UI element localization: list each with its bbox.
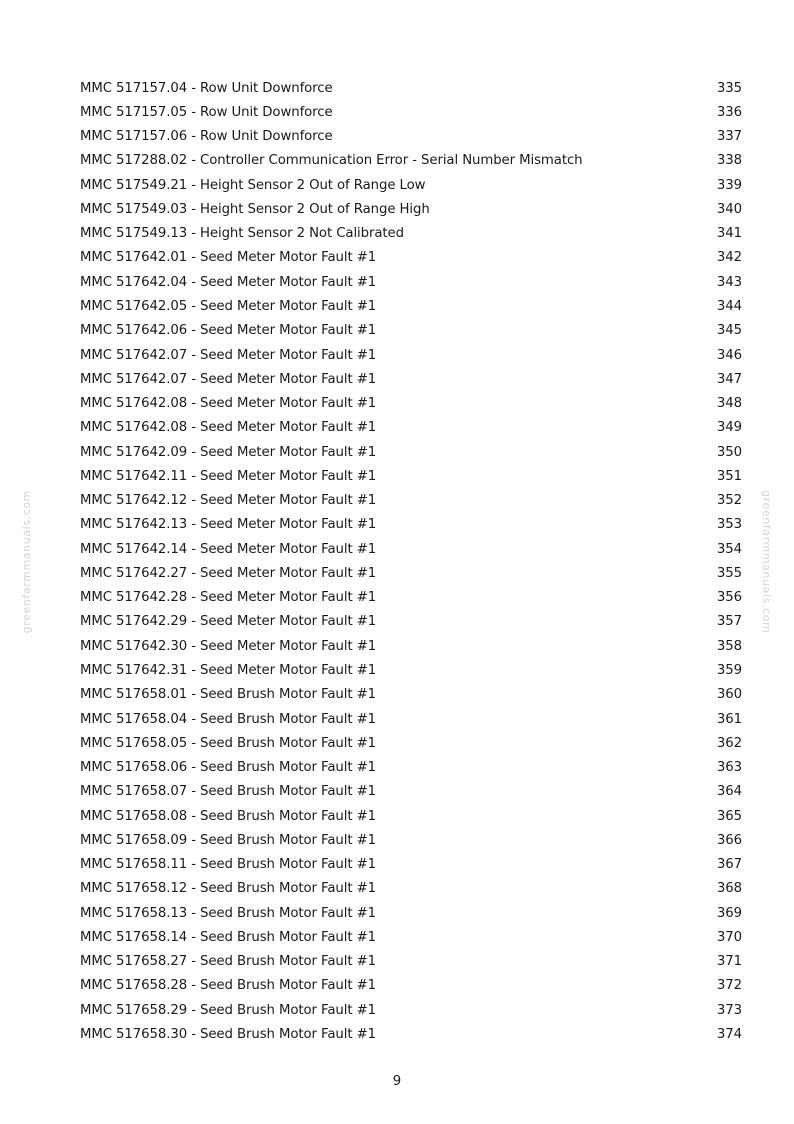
- toc-entry[interactable]: [80, 683, 742, 707]
- toc-entry-title: MMC 517157.06 - Row Unit Downforce: [80, 129, 333, 145]
- toc-entry-page: 371: [716, 954, 742, 970]
- toc-entry[interactable]: [80, 998, 742, 1022]
- toc-entry-title: MMC 517658.09 - Seed Brush Motor Fault #1: [80, 832, 376, 848]
- toc-entry[interactable]: [80, 901, 742, 925]
- toc-entry-title: MMC 517157.05 - Row Unit Downforce: [80, 104, 333, 120]
- toc-entry[interactable]: [80, 149, 742, 173]
- toc-entry-title: MMC 517658.07 - Seed Brush Motor Fault #1: [80, 784, 376, 800]
- toc-entry-page: 350: [716, 444, 742, 460]
- toc-entry-title: MMC 517642.27 - Seed Meter Motor Fault #1: [80, 565, 377, 581]
- toc-entry-title: MMC 517642.06 - Seed Meter Motor Fault #1: [80, 323, 377, 339]
- toc-entry-title: MMC 517642.08 - Seed Meter Motor Fault #1: [80, 420, 377, 436]
- toc-entry-title: MMC 517658.11 - Seed Brush Motor Fault #1: [80, 857, 376, 873]
- toc-entry[interactable]: [80, 391, 742, 415]
- toc-entry[interactable]: [80, 853, 742, 877]
- toc-entry[interactable]: [80, 343, 742, 367]
- toc-entry-title: MMC 517642.13 - Seed Meter Motor Fault #1: [80, 517, 377, 533]
- toc-entry-title: MMC 517658.28 - Seed Brush Motor Fault #1: [80, 978, 376, 994]
- toc-entry-page: 344: [716, 299, 742, 315]
- toc-entry-page: 366: [716, 832, 742, 848]
- toc-entry-page: 355: [716, 565, 742, 581]
- toc-entry-page: 365: [716, 808, 742, 824]
- toc-entry-title: MMC 517157.04 - Row Unit Downforce: [80, 80, 333, 96]
- toc-entry-page: 342: [716, 250, 742, 266]
- watermark-left: greenfarmmanuals.com: [20, 490, 33, 634]
- toc-entry[interactable]: [80, 925, 742, 949]
- toc-entry-page: 360: [716, 687, 742, 703]
- toc-entry[interactable]: [80, 586, 742, 610]
- toc-entry-title: MMC 517642.29 - Seed Meter Motor Fault #1: [80, 614, 377, 630]
- toc-entry-title: MMC 517658.29 - Seed Brush Motor Fault #1: [80, 1002, 376, 1018]
- toc-entry[interactable]: [80, 537, 742, 561]
- toc-entry-title: MMC 517549.13 - Height Sensor 2 Not Calibrated: [80, 226, 404, 242]
- toc-entry[interactable]: [80, 513, 742, 537]
- toc-entry[interactable]: [80, 76, 742, 100]
- toc-entry-title: MMC 517658.27 - Seed Brush Motor Fault #1: [80, 954, 376, 970]
- watermark-right: greenfarmmanuals.com: [760, 490, 773, 634]
- toc-entry-page: 358: [716, 638, 742, 654]
- toc-entry-page: 347: [716, 371, 742, 387]
- toc-entry-page: 335: [716, 80, 742, 96]
- toc-entry-page: 348: [716, 396, 742, 412]
- toc-entry-title: MMC 517642.05 - Seed Meter Motor Fault #1: [80, 299, 377, 315]
- toc-entry-title: MMC 517658.30 - Seed Brush Motor Fault #1: [80, 1026, 376, 1042]
- toc-entry[interactable]: [80, 658, 742, 682]
- toc-entry-title: MMC 517549.03 - Height Sensor 2 Out of Range High: [80, 201, 430, 217]
- toc-entry-page: 369: [716, 905, 742, 921]
- toc-entry-title: MMC 517642.14 - Seed Meter Motor Fault #1: [80, 541, 377, 557]
- toc-entry-page: 336: [716, 104, 742, 120]
- toc-entry[interactable]: [80, 731, 742, 755]
- toc-entry-page: 349: [716, 420, 742, 436]
- toc-entry-title: MMC 517288.02 - Controller Communication Error - Serial Number Mismatch: [80, 153, 583, 169]
- toc-entry-title: MMC 517642.11 - Seed Meter Motor Fault #1: [80, 468, 377, 484]
- toc-entry-page: 357: [716, 614, 742, 630]
- toc-entry[interactable]: [80, 100, 742, 124]
- toc-entry-page: 340: [716, 201, 742, 217]
- toc-entry-page: 373: [716, 1002, 742, 1018]
- toc-entry-page: 352: [716, 493, 742, 509]
- toc-entry-page: 346: [716, 347, 742, 363]
- toc-entry-title: MMC 517642.12 - Seed Meter Motor Fault #1: [80, 493, 377, 509]
- toc-entry-title: MMC 517658.13 - Seed Brush Motor Fault #1: [80, 905, 376, 921]
- toc-entry[interactable]: [80, 440, 742, 464]
- toc-entry[interactable]: [80, 804, 742, 828]
- table-of-contents: [80, 76, 742, 1047]
- toc-entry-page: 353: [716, 517, 742, 533]
- toc-entry-title: MMC 517642.09 - Seed Meter Motor Fault #1: [80, 444, 377, 460]
- toc-entry-title: MMC 517642.28 - Seed Meter Motor Fault #1: [80, 590, 377, 606]
- toc-entry[interactable]: [80, 877, 742, 901]
- toc-entry-title: MMC 517549.21 - Height Sensor 2 Out of Range Low: [80, 177, 426, 193]
- page-number: 9: [392, 1074, 402, 1089]
- toc-entry-page: 356: [716, 590, 742, 606]
- toc-entry-title: MMC 517642.31 - Seed Meter Motor Fault #1: [80, 663, 377, 678]
- toc-entry-page: 362: [716, 735, 742, 751]
- toc-entry-title: MMC 517658.06 - Seed Brush Motor Fault #1: [80, 760, 376, 776]
- toc-entry[interactable]: [80, 197, 742, 221]
- toc-entry[interactable]: [80, 634, 742, 658]
- toc-entry-page: 341: [716, 226, 742, 242]
- toc-entry-page: 374: [716, 1026, 742, 1042]
- toc-entry[interactable]: [80, 755, 742, 779]
- toc-entry-page: 361: [716, 711, 742, 727]
- toc-entry[interactable]: [80, 173, 742, 197]
- toc-entry-title: MMC 517658.14 - Seed Brush Motor Fault #1: [80, 929, 376, 945]
- toc-entry[interactable]: [80, 974, 742, 998]
- toc-entry-page: 368: [716, 881, 742, 897]
- toc-entry-title: MMC 517642.08 - Seed Meter Motor Fault #1: [80, 396, 377, 412]
- toc-entry-page: 364: [716, 784, 742, 800]
- toc-entry[interactable]: [80, 246, 742, 270]
- toc-entry-title: MMC 517658.12 - Seed Brush Motor Fault #1: [80, 881, 376, 897]
- toc-entry[interactable]: [80, 780, 742, 804]
- toc-entry[interactable]: [80, 367, 742, 391]
- toc-entry-title: MMC 517642.30 - Seed Meter Motor Fault #1: [80, 638, 377, 654]
- toc-entry[interactable]: [80, 222, 742, 246]
- toc-entry-page: 363: [716, 760, 742, 776]
- toc-entry[interactable]: [80, 489, 742, 513]
- toc-entry[interactable]: [80, 416, 742, 440]
- toc-entry[interactable]: [80, 125, 742, 149]
- toc-entry-page: 359: [716, 663, 742, 678]
- toc-entry-title: MMC 517658.01 - Seed Brush Motor Fault #1: [80, 687, 376, 703]
- toc-entry[interactable]: [80, 270, 742, 294]
- toc-entry-page: 339: [716, 177, 742, 193]
- toc-entry-page: 367: [716, 857, 742, 873]
- toc-entry-title: MMC 517642.04 - Seed Meter Motor Fault #1: [80, 274, 377, 290]
- toc-entry[interactable]: [80, 828, 742, 852]
- toc-entry-title: MMC 517658.05 - Seed Brush Motor Fault #1: [80, 735, 376, 751]
- toc-entry-page: 343: [716, 274, 742, 290]
- toc-entry[interactable]: [80, 319, 742, 343]
- toc-entry-page: 372: [716, 978, 742, 994]
- toc-entry[interactable]: [80, 561, 742, 585]
- toc-entry-page: 351: [716, 468, 742, 484]
- toc-entry-title: MMC 517642.07 - Seed Meter Motor Fault #1: [80, 371, 377, 387]
- toc-entry-page: 345: [716, 323, 742, 339]
- toc-entry[interactable]: [80, 707, 742, 731]
- toc-entry-page: 338: [716, 153, 742, 169]
- toc-entry-title: MMC 517658.04 - Seed Brush Motor Fault #1: [80, 711, 376, 727]
- toc-entry[interactable]: [80, 950, 742, 974]
- toc-entry[interactable]: [80, 610, 742, 634]
- toc-entry[interactable]: [80, 294, 742, 318]
- toc-entry-page: 354: [716, 541, 742, 557]
- toc-entry-title: MMC 517642.07 - Seed Meter Motor Fault #1: [80, 347, 377, 363]
- toc-entry[interactable]: [80, 464, 742, 488]
- toc-entry-page: 337: [716, 129, 742, 145]
- toc-entry-title: MMC 517658.08 - Seed Brush Motor Fault #1: [80, 808, 376, 824]
- toc-entry[interactable]: [80, 1022, 742, 1046]
- toc-entry-title: MMC 517642.01 - Seed Meter Motor Fault #1: [80, 250, 377, 266]
- toc-entry-page: 370: [716, 929, 742, 945]
